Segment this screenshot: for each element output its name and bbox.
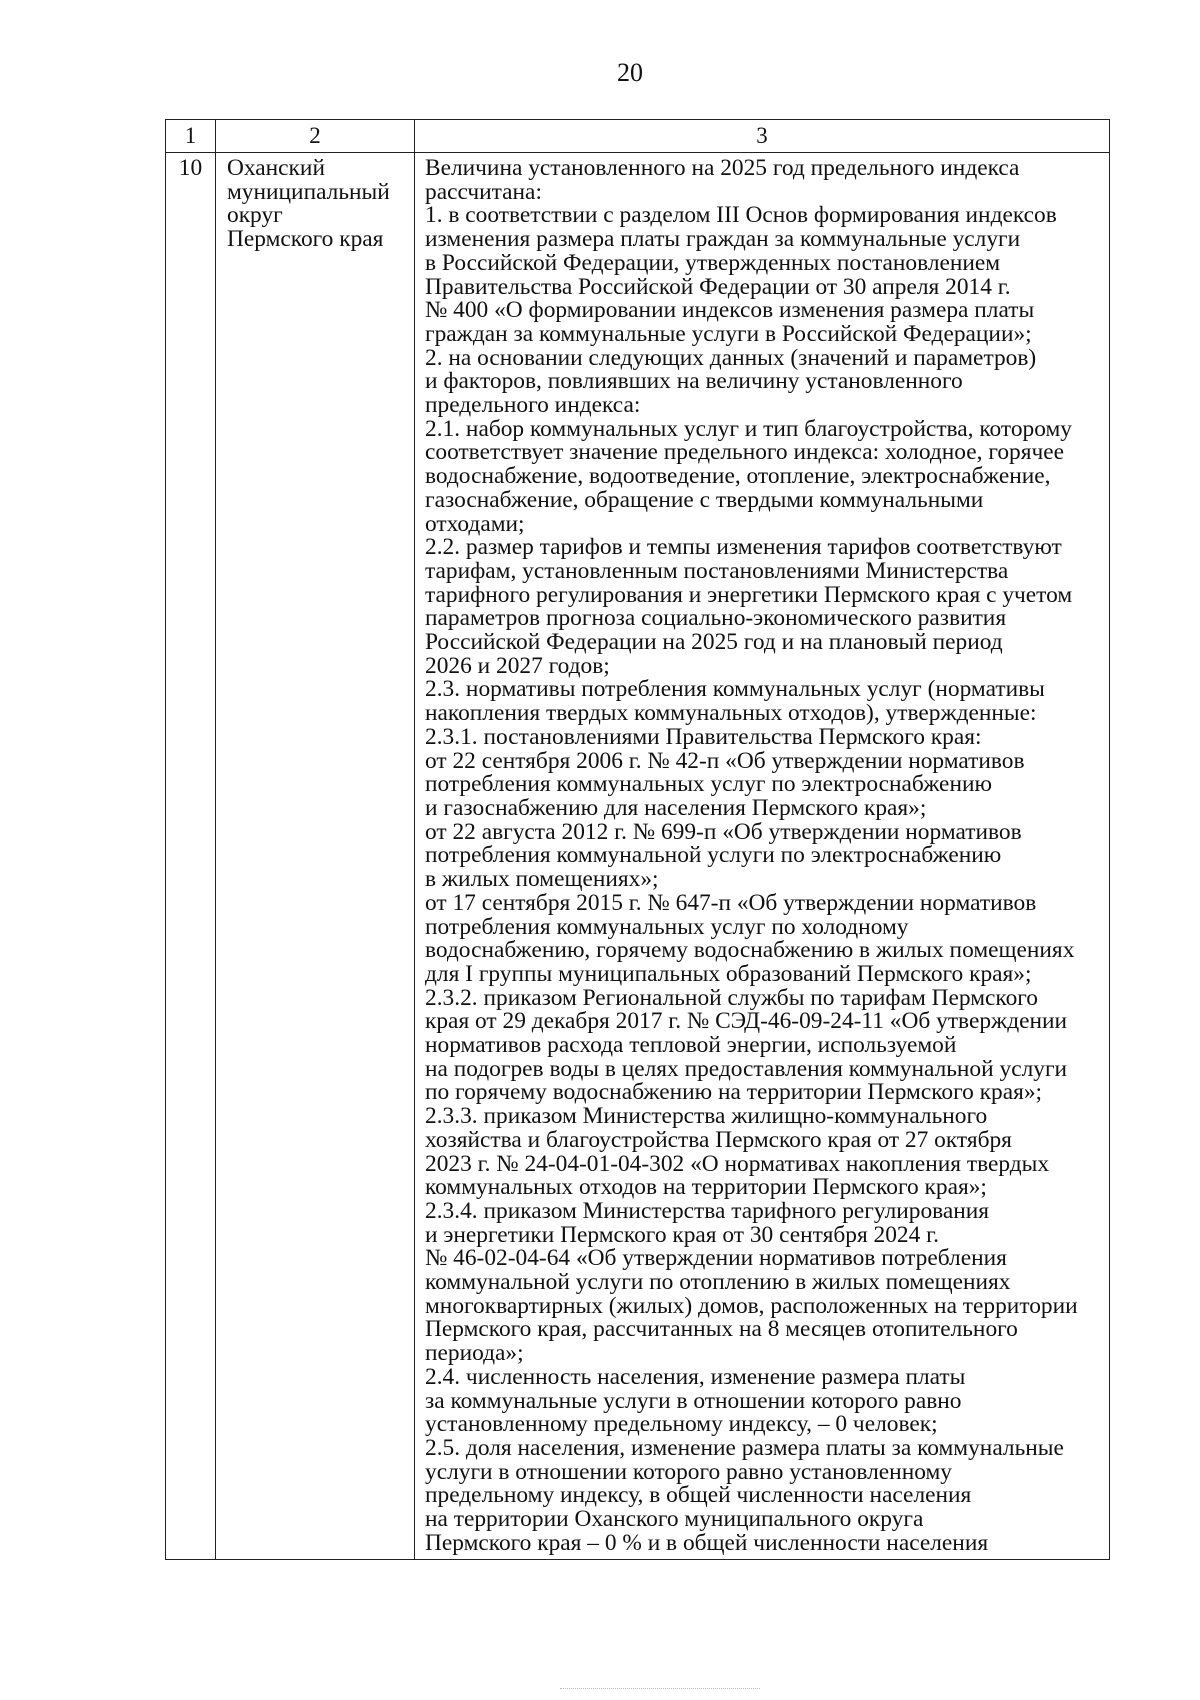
text-line: потребления коммунальных услуг по холодному: [425, 913, 909, 940]
text-line: 2.1. набор коммунальных услуг и тип благоустройства, которому: [425, 415, 1072, 442]
text-line: граждан за коммунальные услуги в Российской Федерации»;: [425, 320, 1032, 347]
text-line: 2.3. нормативы потребления коммунальных услуг (нормативы: [425, 676, 1045, 703]
text-line: для I группы муниципальных образований Пермского края»;: [425, 960, 1032, 987]
text-line: 1. в соответствии с разделом III Основ формирования индексов: [425, 202, 1057, 229]
text-line: и факторов, повлиявших на величину установленного: [425, 368, 963, 395]
index-description-cell: [415, 153, 1110, 1560]
text-line: потребления коммунальных услуг по электроснабжению: [425, 771, 992, 798]
text-line: Российской Федерации на 2025 год и на плановый период: [425, 629, 1003, 656]
text-line: на подогрев воды в целях предоставления коммунальной услуги: [425, 1055, 1068, 1082]
text-line: № 400 «О формировании индексов изменения размера платы: [425, 297, 1035, 324]
text-line: 2.4. численность населения, изменение размера платы: [425, 1363, 966, 1390]
text-line: 2.3.4. приказом Министерства тарифного регулирования: [425, 1197, 990, 1224]
text-line: № 46-02-04-64 «Об утверждении нормативов потребления: [425, 1245, 1007, 1272]
text-line: тарифного регулирования и энергетики Пермского края с учетом: [425, 581, 1073, 608]
text-line: в жилых помещениях»;: [425, 866, 659, 893]
municipality-name-cell: [216, 153, 415, 1560]
name-line: Пермского края: [227, 226, 384, 253]
header-col-3: 3: [415, 120, 1110, 153]
text-line: Правительства Российской Федерации от 30 апреля 2014 г.: [425, 273, 1011, 300]
text-line: 2.3.2. приказом Региональной службы по тарифам Пермского: [425, 984, 1038, 1011]
scan-edge-marks: [560, 1688, 760, 1692]
text-line: по горячему водоснабжению на территории Пермского края»;: [425, 1079, 1043, 1106]
text-line: 2.3.3. приказом Министерства жилищно-коммунального: [425, 1103, 988, 1130]
name-line: Оханский: [227, 155, 325, 181]
page-number: 20: [617, 58, 643, 87]
text-line: 2026 и 2027 годов;: [425, 652, 610, 679]
text-line: на территории Оханского муниципального округа: [425, 1506, 924, 1533]
text-line: коммунальных отходов на территории Пермского края»;: [425, 1174, 987, 1201]
text-line: 2.5. доля населения, изменение размера платы за коммунальные: [425, 1434, 1064, 1461]
municipality-name: [216, 153, 414, 252]
text-line: коммунальной услуги по отоплению в жилых помещениях: [425, 1269, 1011, 1296]
table-row: [166, 153, 1110, 1560]
name-line: муниципальный: [227, 178, 390, 205]
text-line: водоснабжению, горячему водоснабжению в жилых помещениях: [425, 937, 1075, 964]
text-line: предельному индексу, в общей численности населения: [425, 1482, 972, 1509]
text-line: и энергетики Пермского края от 30 сентября 2024 г.: [425, 1221, 939, 1248]
text-line: и газоснабжению для населения Пермского края»;: [425, 794, 927, 821]
text-line: от 22 августа 2012 г. № 699-п «Об утверждении нормативов: [425, 818, 1022, 845]
text-line: Величина установленного на 2025 год предельного индекса: [425, 155, 1020, 181]
header-col-2: 2: [216, 120, 415, 153]
text-line: нормативов расхода тепловой энергии, используемой: [425, 1032, 957, 1059]
text-line: соответствует значение предельного индекса: холодное, горячее: [425, 439, 1065, 466]
text-line: 2.3.1. постановлениями Правительства Пермского края:: [425, 723, 982, 750]
text-line: за коммунальные услуги в отношении которого равно: [425, 1387, 962, 1414]
text-line: услуги в отношении которого равно установленному: [425, 1458, 952, 1485]
text-line: тарифам, установленным постановлениями Министерства: [425, 557, 1009, 584]
text-line: хозяйства и благоустройства Пермского края от 27 октября: [425, 1126, 1012, 1153]
text-line: Пермского края – 0 % и в общей численности населения: [425, 1529, 989, 1556]
header-col-1: 1: [166, 120, 216, 153]
row-number: 10: [166, 153, 216, 1560]
table-header-row: [166, 120, 1110, 153]
name-line: округ: [227, 202, 283, 229]
text-line: многоквартирных (жилых) домов, расположенных на территории: [425, 1292, 1078, 1319]
text-line: параметров прогноза социально-экономического развития: [425, 605, 1007, 632]
text-line: предельного индекса:: [425, 392, 641, 419]
text-line: изменения размера платы граждан за коммунальные услуги: [425, 226, 1021, 253]
text-line: Пермского края, рассчитанных на 8 месяцев отопительного: [425, 1316, 1018, 1343]
text-line: 2.2. размер тарифов и темпы изменения тарифов соответствуют: [425, 534, 1062, 561]
text-line: потребления коммунальной услуги по электроснабжению: [425, 842, 1002, 869]
text-line: установленному предельному индексу, – 0 человек;: [425, 1411, 938, 1438]
text-line: рассчитана:: [425, 178, 542, 205]
text-line: газоснабжение, обращение с твердыми коммунальными: [425, 486, 984, 513]
index-table: [165, 119, 1110, 1560]
text-line: 2023 г. № 24-04-01-04-302 «О нормативах накопления твердых: [425, 1150, 1050, 1177]
index-description: [425, 157, 1109, 1555]
text-line: водоснабжение, водоотведение, отопление, электроснабжение,: [425, 463, 1051, 490]
text-line: от 17 сентября 2015 г. № 647-п «Об утверждении нормативов: [425, 889, 1037, 916]
text-line: периода»;: [425, 1340, 524, 1367]
text-line: от 22 сентября 2006 г. № 42-п «Об утверждении нормативов: [425, 747, 1025, 774]
text-line: накопления твердых коммунальных отходов), утвержденные:: [425, 700, 1037, 727]
text-line: в Российской Федерации, утвержденных постановлением: [425, 249, 1001, 276]
text-line: отходами;: [425, 510, 525, 537]
text-line: края от 29 декабря 2017 г. № СЭД-46-09-24-11 «Об утверждении: [425, 1008, 1068, 1035]
text-line: 2. на основании следующих данных (значений и параметров): [425, 344, 1037, 371]
